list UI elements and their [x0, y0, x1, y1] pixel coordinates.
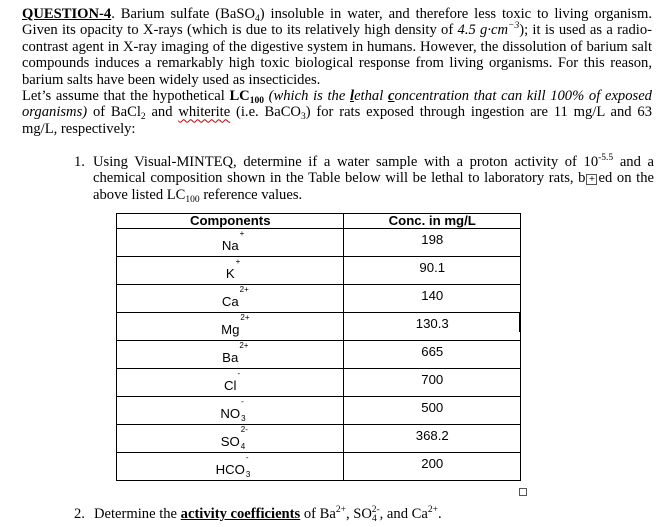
question-paragraph — [22, 6, 652, 137]
concentration-cell — [344, 425, 521, 453]
ion-symbol: Na — [221, 238, 239, 253]
concentration-value: 500 — [421, 400, 444, 415]
table-row — [117, 257, 521, 285]
table-row — [117, 341, 521, 369]
concentration-value: 90.1 — [419, 260, 446, 275]
component-cell — [117, 285, 344, 313]
ion-charge: - — [237, 369, 241, 378]
component-cell — [117, 313, 344, 341]
ion-charge: + — [235, 257, 241, 266]
ion-symbol: NO — [220, 406, 241, 421]
concentration-cell — [344, 453, 521, 481]
component-cell — [117, 341, 344, 369]
concentration-value: 140 — [421, 288, 444, 303]
concentration-cell — [344, 369, 521, 397]
header-concentration: Conc. in mg/L — [344, 214, 521, 229]
subscript: 4 — [255, 14, 260, 24]
intro-text: . Barium sulfate (BaSO — [111, 6, 255, 22]
ion-symbol: SO — [220, 434, 240, 449]
intro-text: ) insoluble in water, and therefore less toxic to living organism. Given its opacity to X-rays (which is due to its relatively high density of — [22, 6, 652, 39]
table-row — [117, 285, 521, 313]
component-cell — [117, 257, 344, 285]
table-row — [117, 397, 521, 425]
component-cell — [117, 397, 344, 425]
list-number: 2. — [74, 506, 85, 522]
intro-text: ); it is used as a radio-contrast agent in X-ray imaging of the digestive system in humans. However, the dissolution of barium salt compounds induces a remarkably high toxic biological response from living organisms. For this reason, barium salts have been widely used as insecticides. — [22, 22, 652, 88]
concentration-value: 198 — [421, 232, 444, 247]
ion-charge: 2+ — [239, 285, 249, 294]
concentration-cell — [344, 229, 521, 257]
lc100-definition: (which is the lethal concentration that can kill 100% of exposed organisms) — [22, 88, 652, 121]
table-row — [117, 453, 521, 481]
concentration-value: 665 — [421, 344, 444, 359]
header-components: Components — [117, 214, 344, 229]
ion-charge: 2- — [240, 425, 248, 434]
exponent: -5.5 — [598, 153, 614, 163]
ion-symbol: HCO — [215, 462, 245, 477]
text-cursor — [519, 313, 520, 332]
list-item-1 — [74, 154, 654, 203]
lc100-label: $LC_{100}$ — [229, 88, 264, 107]
assume-text: of BaCl — [87, 104, 141, 121]
list-number: 1. — [74, 154, 85, 170]
ion-subscript: 3 — [245, 470, 251, 479]
composition-table — [116, 213, 521, 481]
ion-charge: - — [245, 453, 249, 462]
activity-coefficients: activity coefficients — [180, 506, 301, 522]
table-move-handle-icon[interactable]: + — [586, 174, 597, 185]
ion-symbol: Cl — [224, 378, 237, 393]
question-heading: QUESTION-4 — [22, 6, 112, 22]
table-row — [117, 313, 521, 341]
concentration-cell — [344, 285, 521, 313]
assume-text: and — [145, 104, 179, 121]
ion-charge: - — [241, 397, 244, 406]
ion-charge: 2+ — [239, 341, 249, 350]
table-row — [117, 369, 521, 397]
spellcheck-word[interactable]: whiterite — [178, 104, 231, 121]
subscript: 2 — [140, 112, 146, 123]
concentration-value: 130.3 — [415, 316, 449, 331]
ion-symbol: Ca — [221, 294, 239, 309]
ion-subscript: 4 — [240, 442, 246, 451]
table-header-row — [117, 214, 521, 229]
component-cell — [117, 369, 344, 397]
table-row — [117, 229, 521, 257]
density-value: 4.5 $g\cdot cm^{-3}$ — [457, 21, 520, 39]
table-resize-handle[interactable] — [519, 488, 527, 496]
component-cell — [117, 453, 344, 481]
table-row — [117, 425, 521, 453]
concentration-cell — [344, 313, 521, 341]
ion-symbol: Mg — [221, 322, 240, 337]
assume-text: Let’s assume that the hypothetical — [22, 88, 230, 105]
component-cell — [117, 425, 344, 453]
ion-symbol: K — [225, 266, 235, 281]
ion-subscript: 3 — [241, 414, 246, 423]
list-item-2: 2. Determine the activity coefficients of $Ba^{2+}$, $SO_4^{2-}$, and $Ca^{2+}$. — [74, 505, 442, 524]
concentration-value: 200 — [421, 456, 444, 471]
subscript: 3 — [300, 112, 306, 123]
component-cell — [117, 229, 344, 257]
ion-charge: 2+ — [240, 313, 250, 322]
concentration-cell — [344, 257, 521, 285]
assume-text: ) for rats exposed through ingestion are 11 mg/L and 63 mg/L, respectively: — [22, 104, 652, 137]
list-item-text: Using Visual-MINTEQ, determine if a water sample with a proton activity of $10^{-5.5}$ and a chemical composition shown in the Table below will be lethal to laboratory rats, b + ed on the above listed $LC_{100}$ reference values. — [93, 153, 654, 205]
ion-charge: + — [239, 229, 245, 238]
concentration-value: 368.2 — [415, 428, 449, 443]
concentration-cell — [344, 397, 521, 425]
concentration-value: 700 — [421, 372, 444, 387]
concentration-cell — [344, 341, 521, 369]
assume-text: (i.e. BaCO — [230, 104, 301, 121]
ion-symbol: Ba — [222, 350, 239, 365]
